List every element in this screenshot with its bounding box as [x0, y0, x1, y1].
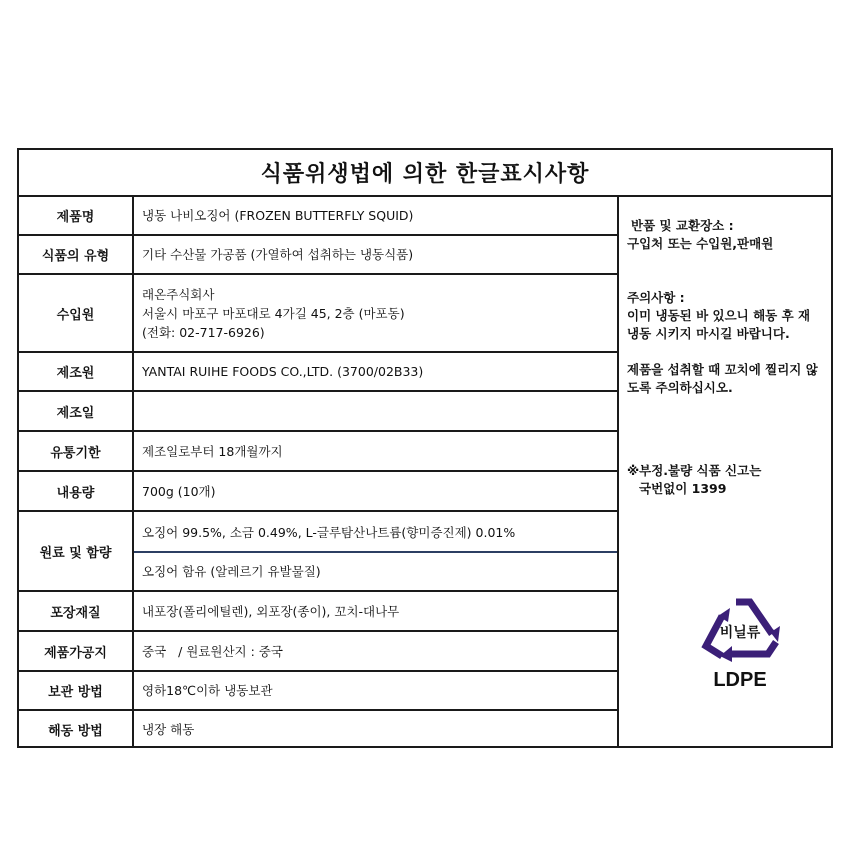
table-row-manufacture-date — [19, 392, 617, 432]
value-text: 기타 수산물 가공품 (가열하여 섭취하는 냉동식품) — [142, 247, 414, 262]
value-text: 냉동 나비오징어 (FROZEN BUTTERFLY SQUID) — [142, 208, 414, 223]
return-title: 반품 및 교환장소 : — [631, 218, 734, 233]
table-row-net-content — [19, 472, 617, 512]
caution-text-1: 이미 냉동된 바 있으니 해동 후 재 냉동 시키지 마시길 바랍니다. — [627, 308, 811, 341]
row-label: 내용량 — [19, 472, 134, 510]
row-label: 제조원 — [19, 353, 134, 390]
value-text: 영하18℃이하 냉동보관 — [142, 683, 273, 698]
ingredients-composition: 오징어 99.5%, 소금 0.49%, L-글루탐산나트륨(향미증진제) 0.01% — [134, 512, 617, 553]
allergen-info: 오징어 함유 (알레르기 유발물질) — [142, 564, 321, 579]
row-value — [134, 632, 617, 670]
row-value — [134, 275, 617, 351]
table-row-ingredients — [19, 512, 617, 592]
row-label: 원료 및 함량 — [19, 512, 134, 590]
food-label-sheet — [17, 148, 833, 748]
table-row-packaging — [19, 592, 617, 632]
table-row-food-type — [19, 236, 617, 275]
row-label: 수입원 — [19, 275, 134, 351]
caution-title: 주의사항 : — [627, 290, 685, 305]
recycle-arrows-icon — [692, 594, 788, 666]
return-value: 구입처 또는 수입원,판매원 — [627, 236, 774, 251]
table-row-storage — [19, 672, 617, 711]
caution-info — [627, 289, 825, 397]
recycle-code: LDPE — [713, 669, 767, 691]
return-info — [627, 217, 825, 253]
row-label: 제품명 — [19, 197, 134, 234]
row-value — [134, 392, 617, 430]
row-label: 해동 방법 — [19, 711, 134, 748]
row-value — [134, 711, 617, 748]
row-label: 포장재질 — [19, 592, 134, 630]
row-value — [134, 432, 617, 470]
row-value — [134, 236, 617, 273]
report-line-1: ※부정.불량 식품 신고는 — [627, 463, 762, 478]
row-value — [134, 197, 617, 234]
report-info — [627, 462, 825, 498]
caution-text-2: 제품을 섭취할 때 꼬치에 찔리지 않도록 주의하십시오. — [627, 362, 818, 395]
recycle-logo — [692, 594, 788, 692]
report-line-2: 국번없이 1399 — [639, 481, 727, 496]
table-row-product-name — [19, 197, 617, 236]
value-text: 냉장 해동 — [142, 722, 195, 737]
importer-address: 서울시 마포구 마포대로 4가길 45, 2층 (마포동) — [142, 305, 405, 321]
value-text: 제조일로부터 18개월까지 — [142, 443, 283, 459]
side-notes-panel — [617, 197, 831, 746]
importer-name: 래온주식회사 — [142, 286, 215, 302]
table-row-expiry — [19, 432, 617, 472]
table-row-origin — [19, 632, 617, 672]
table-row-importer — [19, 275, 617, 353]
row-value — [134, 353, 617, 390]
row-label: 유통기한 — [19, 432, 134, 470]
row-value — [134, 472, 617, 510]
importer-phone: (전화: 02-717-6926) — [142, 324, 265, 340]
table-row-manufacturer — [19, 353, 617, 392]
row-value — [134, 592, 617, 630]
value-text: 중국 / 원료원산지 : 중국 — [142, 643, 283, 659]
table-row-thawing — [19, 711, 617, 748]
value-text: 내포장(폴리에틸렌), 외포장(종이), 꼬치-대나무 — [142, 603, 400, 619]
row-label: 제조일 — [19, 392, 134, 430]
value-text: 700g (10개) — [142, 483, 216, 499]
row-value — [134, 672, 617, 709]
row-label: 보관 방법 — [19, 672, 134, 709]
label-title: 식품위생법에 의한 한글표시사항 — [19, 150, 831, 197]
row-label: 식품의 유형 — [19, 236, 134, 273]
row-label: 제품가공지 — [19, 632, 134, 670]
recycle-label: 비닐류 — [719, 625, 761, 641]
value-text: YANTAI RUIHE FOODS CO.,LTD. (3700/02B33) — [142, 364, 424, 379]
